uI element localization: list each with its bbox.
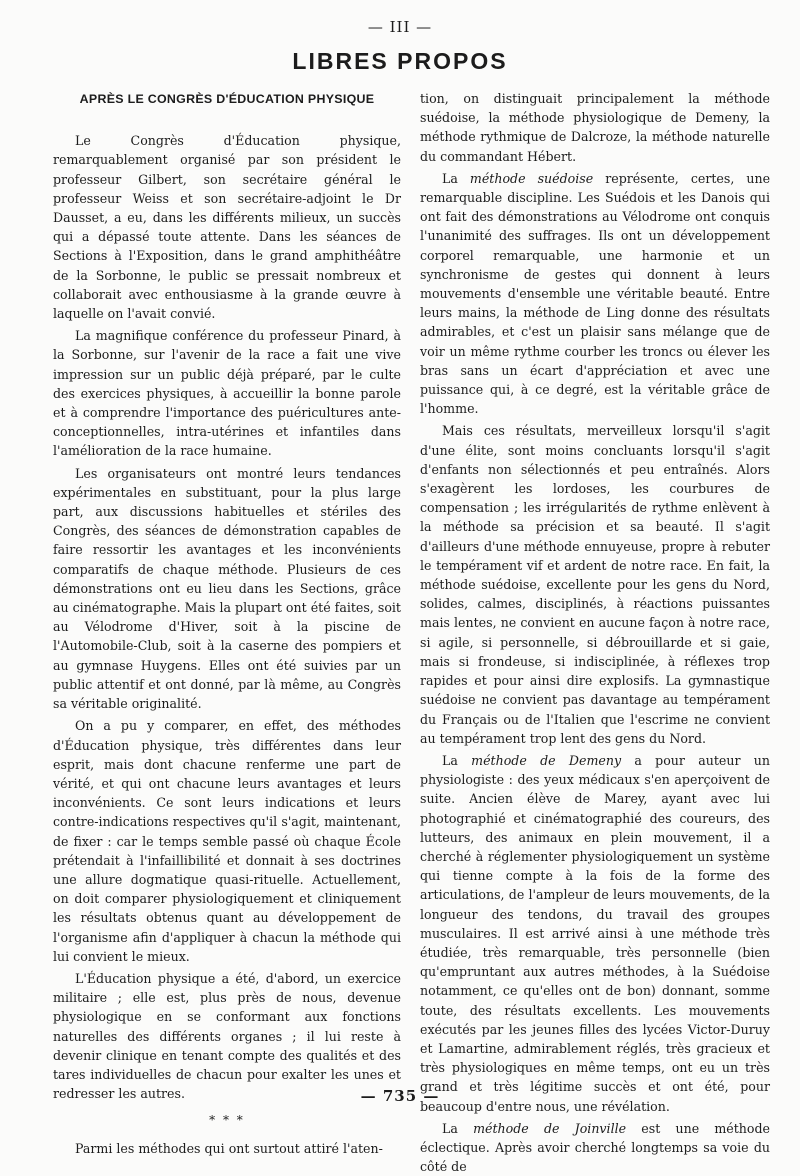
- paragraph-demeny-method: La méthode de Demeny a pour auteur un physiologiste : des yeux médicaux s'en aperçoivent de suite. Ancien élève de Marey, ayant avec lui photographié et cinématographié des coureurs, des lutteurs, des animaux en plein mouvement, il a cherché à réglementer physiologiquement un système qui tienne compte à la fois de la forme des articulations, de l'ampleur de leurs mouvements, de la longueur des tendons, du travail des groupes musculaires. Il est arrivé ainsi à une méthode très étudiée, très remarquable, très personnelle (bien qu'empruntant aux autres méthodes, à la Suédoise notamment, ce qu'elles ont de bon) donnant, somme toute, des résultats excellents. Les mouvements exécutés par les jeunes filles des lycées Victor-Duruy et Lamartine, admirablement réglés, très gracieux et très physiologiques en même temps, ont eu un très grand et très légitime succès et ont été, pour beaucoup d'entre nous, une révélation.: [420, 752, 770, 1114]
- right-column: [420, 89, 771, 1175]
- paragraph: On a pu y comparer, en effet, des méthodes d'Éducation physique, très différentes dans leur esprit, mais dont chacune renferme une part de vérité, et qui ont chacune leurs avantages et leurs inconvénients. Ce sont leurs indications et leurs contre-indications respectives qu'il s'agit, maintenant, de fixer : car le temps semble passé où chaque École prétendait à l'infaillibilité et donnait à ses doctrines une allure dogmatique quasi-rituelle. Actuellement, on doit comparer physiologiquement et cliniquement les résultats obtenus quant au développement de l'organisme afin d'appliquer à chacun la méthode qui lui convient le mieux.: [53, 718, 401, 964]
- term-demeny-method: méthode de Demeny: [471, 752, 622, 768]
- section-separator: * * *: [209, 1113, 245, 1128]
- paragraph: Les organisateurs ont montré leurs tendances expérimentales en substituant, pour la plus large part, aux discussions habituelles et stériles des Congrès, des séances de démonstration capables de faire ressortir les avantages et les inconvénients comparatifs de chaque méthode. Plusieurs de ces démonstrations ont eu lieu dans les Sections, grâce au cinématographe. Mais la plupart ont été faites, soit au Vélodrome d'Hiver, soit à la piscine de l'Automobile-Club, soit à la caserne des pompiers et au gymnase Huygens. Elles ont été suivies par un public attentif et ont donné, par là même, au Congrès sa véritable originalité.: [53, 465, 401, 712]
- paragraph-swedish-method: La méthode suédoise représente, certes, une remarquable discipline. Les Suédois et les Danois qui ont fait des démonstrations au Vélodrome ont conquis l'unanimité des suffrages. Ils ont un développement corporel remarquable, une harmonie et un synchronisme de gestes qui donnent à leurs mouvements d'ensemble une véritable beauté. Entre leurs mains, la méthode de Ling donne des résultats admirables, et c'est un plaisir sans mélange que de voir un même rythme courber les troncs ou élever les bras sans un écart d'appréciation et avec une puissance qui, à ce degré, est la véritable grâce de l'homme.: [420, 170, 771, 417]
- paragraph: L'Éducation physique a été, d'abord, un exercice militaire ; elle est, plus près de nous, devenue physiologique en se conformant aux fonctions naturelles des différents organes ; il lui reste à devenir clinique en tenant compte des qualités et des tares individuelles de chacun pour exalter les unes et redresser les autres.: [53, 970, 401, 1102]
- article-subheading: APRÈS LE CONGRÈS D'ÉDUCATION PHYSIQUE: [79, 92, 375, 106]
- paragraph: Mais ces résultats, merveilleux lorsqu'il s'agit d'une élite, sont moins concluants lorsqu'il s'agit d'enfants non sélectionnés et peu entraînés. Alors s'exagèrent les lordoses, les courbures de compensation ; les irrégularités de rythme enlèvent à la méthode sa précision et sa beauté. Il s'agit d'ailleurs d'une méthode ennuyeuse, propre à rebuter le tempérament vif et ardent de notre race. En fait, la méthode suédoise, excellente pour les gens du Nord, solides, calmes, disciplinés, à réactions puissantes mais lentes, ne convient en aucune façon à notre race, si agile, si personnelle, si débrouillarde et si gaie, mais si frondeuse, si indisciplinée, à réflexes trop rapides et pour ainsi dire explosifs. La gymnastique suédoise ne convient pas davantage au tempérament du Français ou de l'Italien que l'escrime ne convient au tempérament trop lent des gens du Nord.: [420, 423, 770, 746]
- paragraph: La magnifique conférence du professeur Pinard, à la Sorbonne, sur l'avenir de la race a fait une vive impression sur un public déjà préparé, par le culte des exercices physiques, à accueillir la bonne parole et à comprendre l'importance des puéricultures ante-conceptionnelles, intra-utérines et infantiles dans l'amélioration de la race humaine.: [53, 328, 401, 459]
- term-swedish-method: méthode suédoise: [469, 170, 594, 186]
- page-number: — 735 —: [360, 1087, 440, 1105]
- paragraph-joinville-method: La méthode de Joinville est une méthode éclectique. Après avoir cherché longtemps sa voie du côté de: [420, 1120, 771, 1175]
- paragraph-continuation: tion, on distinguait principalement la méthode suédoise, la méthode physiologique de Demeny, la méthode rythmique de Dalcroze, la méthode naturelle du commandant Hébert.: [420, 91, 770, 164]
- paragraph: Parmi les méthodes qui ont surtout attiré l'aten-: [75, 1140, 383, 1156]
- page-title: LIBRES PROPOS: [292, 48, 508, 74]
- running-page-number: — III —: [367, 18, 433, 36]
- term-joinville-method: méthode de Joinville: [473, 1120, 627, 1136]
- paragraph: Le Congrès d'Éducation physique, remarquablement organisé par son président le professeur Gilbert, son secrétaire général le professeur Weiss et son secrétaire-adjoint le Dr Dausset, a eu, dans les différents milieux, un succès qui a dépassé toute attente. Dans les séances de Sections à l'Exposition, dans le grand amphithéâtre de la Sorbonne, le public se pressait nombreux et collaborait avec enthousiasme à la grande œuvre à laquelle on l'avait convié.: [53, 133, 401, 322]
